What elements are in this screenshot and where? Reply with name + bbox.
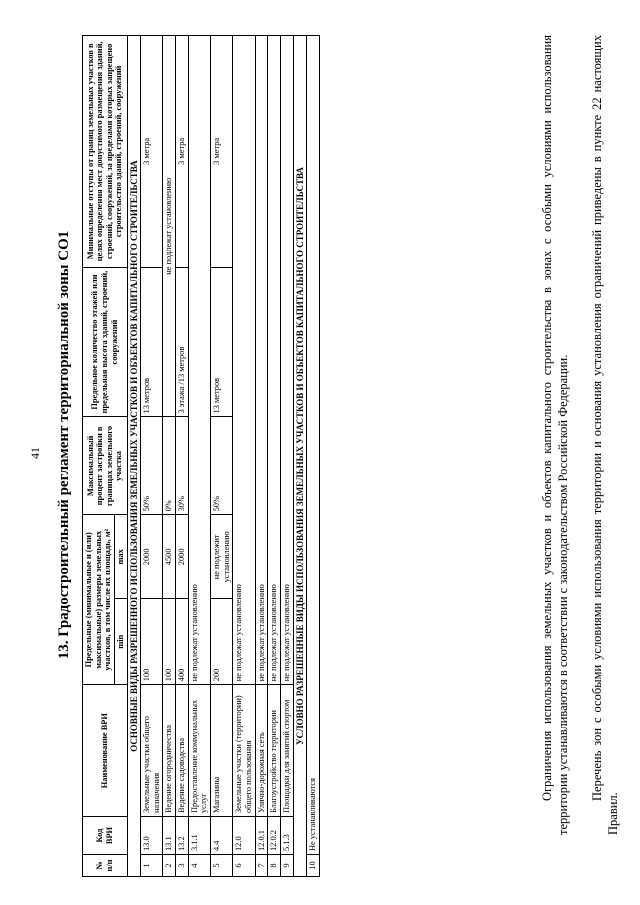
cell-num: 10 [306, 855, 319, 877]
cell-num: 9 [280, 855, 293, 877]
header-percent: Максимальный процент застройки в границах земельного участка [83, 417, 128, 515]
cell-max: не подлежит установлению [210, 515, 232, 599]
cell-setback: 3 метра [140, 36, 162, 268]
header-setback: Минимальные отступы от границ земельных участков в целях определения мест допустимого размещения зданий, строений, сооружений, за пределами которых запрещено строительство зданий, строений, сооружений [83, 36, 128, 268]
cell-name: Земельные участки общего назначения [140, 685, 162, 817]
cell-name: Благоустройство территории [268, 685, 281, 817]
section-conditional-row [293, 36, 306, 877]
cell-name: Земельные участки (территории) общего пользования [233, 685, 255, 817]
header-height: Предельное количество этажей или предельная высота зданий, строений, сооружений [83, 267, 128, 417]
zones-list-paragraph: Перечень зон с особыми условиями использования территории и основания установления ограничений приведены в пункте 22 настоящих Правил. [590, 35, 620, 835]
cell-merged-value: не подлежат установлению [268, 36, 281, 685]
cell-percent: 30% [175, 417, 188, 515]
table-row [306, 36, 319, 877]
cell-name: Улично-дорожная сеть [255, 685, 268, 817]
cell-num: 4 [188, 855, 210, 877]
cell-percent: 0% [163, 417, 176, 515]
header-code: Код ВРИ [83, 817, 128, 855]
cell-name: Ведение садоводства [175, 685, 188, 817]
page-title: 13. Градостроительный регламент территориальной зоны СО1 [56, 230, 72, 660]
cell-num: 6 [233, 855, 255, 877]
cell-name: Магазины [210, 685, 232, 817]
cell-min: 100 [140, 599, 162, 685]
cell-code: 4.4 [210, 817, 232, 855]
section-main-row [127, 36, 140, 877]
table-header-row [83, 36, 115, 877]
cell-min: 200 [210, 599, 232, 685]
cell-code: 12.0 [233, 817, 255, 855]
cell-min: 100 [163, 599, 176, 685]
section-main-label: ОСНОВНЫЕ ВИДЫ РАЗРЕШЕННОГО ИСПОЛЬЗОВАНИЯ ЗЕМЕЛЬНЫХ УЧАСТКОВ И ОБЪЕКТОВ КАПИТАЛЬНОГО СТРОИТЕЛЬСТВА [127, 36, 140, 877]
header-name: Наименование ВРИ [83, 685, 128, 817]
regulation-table [82, 35, 320, 877]
cell-num: 5 [210, 855, 232, 877]
cell-setback: 3 метра [210, 36, 232, 268]
cell-percent: 50% [210, 417, 232, 515]
cell-name: Площадки для занятий спортом [280, 685, 293, 817]
cell-code: 13.0 [140, 817, 162, 855]
cell-code: 12.0.1 [255, 817, 268, 855]
cell-max: 4500 [163, 515, 176, 599]
cell-max: 2000 [140, 515, 162, 599]
cell-name: Предоставление коммунальных услуг [188, 685, 210, 817]
table-row [175, 36, 188, 877]
table-row [280, 36, 293, 877]
cell-num: 7 [255, 855, 268, 877]
header-min: min [114, 599, 127, 685]
cell-code: 5.1.3 [280, 817, 293, 855]
header-num: № п/п [83, 855, 128, 877]
table-row [140, 36, 162, 877]
table-row [163, 36, 176, 877]
cell-height: 13 метров [210, 267, 232, 417]
cell-merged-value: не подлежат установлению [233, 36, 255, 685]
cell-height: 3 этажа /13 метров [175, 267, 188, 417]
table-row [188, 36, 210, 877]
cell-merged-value: не подлежат установлению [280, 36, 293, 685]
cell-height: 13 метров [140, 267, 162, 417]
cell-num: 1 [140, 855, 162, 877]
header-max: max [114, 515, 127, 599]
table-row [268, 36, 281, 877]
cell-min: 400 [175, 599, 188, 685]
cell-code: 3.1.1 [188, 817, 210, 855]
table-row [210, 36, 232, 877]
cell-merged-value: не подлежат установлению [255, 36, 268, 685]
cell-num: 8 [268, 855, 281, 877]
page-number: 41 [28, 447, 42, 459]
cell-max: 2000 [175, 515, 188, 599]
cell-name: Ведение огородничества [163, 685, 176, 817]
cell-code: 13.2 [175, 817, 188, 855]
cell-height-merged: не подлежат установлению [163, 36, 176, 417]
cell-code: 13.1 [163, 817, 176, 855]
cell-num: 2 [163, 855, 176, 877]
cell-percent: 50% [140, 417, 162, 515]
header-size-group: Предельные (минимальные и (или) максимальные) размеры земельных участков, в том числе их площадь, м² [83, 515, 115, 685]
section-conditional-label: УСЛОВНО РАЗРЕШЕННЫЕ ВИДЫ ИСПОЛЬЗОВАНИЯ ЗЕМЕЛЬНЫХ УЧАСТКОВ И ОБЪЕКТОВ КАПИТАЛЬНОГО СТРОИТЕЛЬСТВА [293, 36, 306, 877]
cell-num: 3 [175, 855, 188, 877]
table-row [233, 36, 255, 877]
restrictions-paragraph: Ограничения использования земельных участков и объектов капитального строительства в зонах с особыми условиями использования территории устанавливаются в соответствии с законодательством Российской Федерации. [540, 35, 570, 835]
cell-merged-value: не подлежат установлению [188, 36, 210, 685]
table-row [255, 36, 268, 877]
cell-merged-value: Не устанавливаются [306, 36, 319, 855]
cell-code: 12.0.2 [268, 817, 281, 855]
cell-setback: 3 метра [175, 36, 188, 268]
